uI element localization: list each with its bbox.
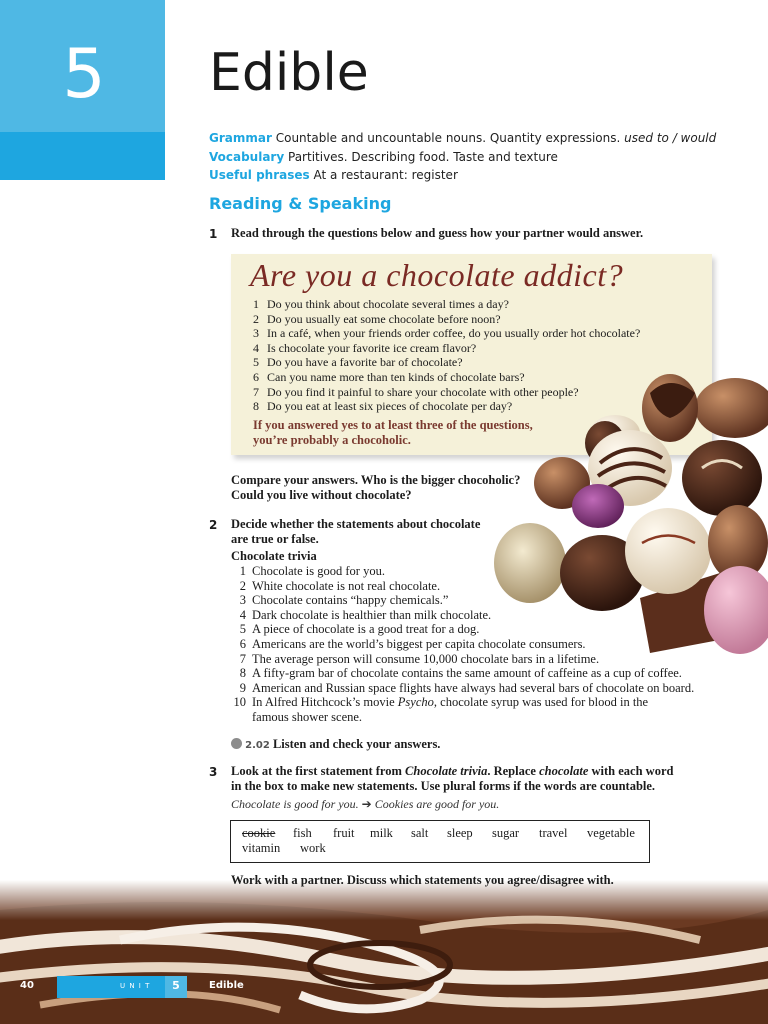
word-item: work (300, 841, 326, 855)
chocolate-piece (695, 378, 768, 438)
trivia-item (226, 593, 694, 608)
instruction-line: are true or false. (231, 532, 319, 546)
unit-number: 5 (62, 35, 106, 114)
vocabulary-key: Vocabulary (209, 150, 285, 164)
grammar-text: Countable and uncountable nouns. Quantity expressions. (275, 131, 621, 145)
example-sentence (231, 797, 499, 812)
example-original: Chocolate is good for you. (231, 797, 359, 811)
trivia-text: , chocolate syrup was used for blood in the (433, 695, 649, 710)
quiz-question (253, 326, 640, 341)
instruction-line (231, 764, 673, 779)
phrases-key: Useful phrases (209, 168, 310, 182)
trivia-number: 3 (239, 593, 246, 608)
purple-chocolate (572, 484, 624, 528)
trivia-number: 9 (239, 680, 246, 695)
question-number: 6 (253, 369, 259, 384)
word-item: vegetable (587, 826, 635, 840)
trivia-text: White chocolate is not real chocolate. (252, 578, 441, 593)
word-item: travel (539, 826, 568, 840)
question-number: 2 (253, 311, 259, 326)
unit-tab-band (0, 132, 165, 180)
trivia-item (226, 695, 694, 710)
instruction-line: Decide whether the statements about chocolate (231, 517, 481, 531)
question-number: 5 (253, 355, 259, 370)
arrow-icon: ➔ (361, 797, 372, 811)
trivia-text: Chocolate is good for you. (252, 564, 385, 578)
trivia-number: 10 (233, 695, 246, 710)
question-text: In a café, when your friends order coffee, do you usually order hot chocolate? (267, 326, 641, 341)
meta-phrases (209, 166, 458, 184)
compare-line: Could you live without chocolate? (231, 488, 412, 502)
section-heading: Reading & Speaking (209, 194, 392, 213)
question-text: Do you usually eat some chocolate before noon? (267, 311, 501, 326)
trivia-item (226, 564, 694, 579)
trivia-number: 1 (239, 564, 246, 578)
trivia-item (226, 622, 694, 637)
phrases-text: At a restaurant: register (313, 168, 458, 182)
exercise-1-number: 1 (209, 227, 218, 241)
trivia-text: Americans are the world’s biggest per capita chocolate consumers. (252, 636, 586, 651)
movie-title: Psycho (397, 695, 434, 710)
trivia-item (226, 637, 694, 652)
chocolate-piece (682, 440, 762, 516)
trivia-item (226, 608, 694, 623)
trivia-number: 8 (239, 666, 246, 681)
trivia-number: 7 (239, 651, 246, 666)
instruction-text: with each word (591, 764, 674, 778)
question-number: 3 (253, 326, 259, 341)
trivia-item (226, 666, 694, 681)
instruction-text: Look at the first statement from (231, 764, 402, 778)
audio-track: 2.02 (245, 740, 270, 751)
word-item: vitamin (242, 841, 281, 855)
partner-instruction: Work with a partner. Discuss which statements you agree/disagree with. (231, 873, 614, 887)
trivia-item (226, 652, 694, 667)
trivia-item-continued: famous shower scene. (252, 709, 363, 724)
trivia-text: American and Russian space flights have always had several bars of chocolate on board. (252, 680, 695, 695)
trivia-number: 5 (239, 622, 246, 637)
trivia-number: 6 (239, 636, 246, 651)
trivia-number: 4 (239, 607, 246, 622)
audio-line (231, 737, 440, 752)
word-item: salt (411, 826, 429, 840)
trivia-text: A fifty-gram bar of chocolate contains the same amount of caffeine as a cup of coffee. (252, 666, 682, 681)
page-title: Edible (209, 43, 369, 103)
exercise-2-number: 2 (209, 518, 218, 532)
instruction-italic: chocolate (539, 764, 589, 778)
chocolate-swirl-image (0, 880, 768, 1024)
trivia-item (226, 579, 694, 594)
footer-unit-number: 5 (172, 979, 180, 992)
question-text: Do you find it painful to share your chocolate with other people? (267, 384, 579, 399)
trivia-text: The average person will consume 10,000 chocolate bars in a lifetime. (252, 651, 600, 666)
footer-title: Edible (209, 980, 244, 991)
question-number: 8 (253, 399, 259, 414)
word-item: fruit (333, 826, 355, 840)
trivia-list (226, 564, 694, 725)
question-text: Can you name more than ten kinds of chocolate bars? (267, 369, 525, 384)
grammar-italic: used to / would (624, 131, 717, 145)
quiz-question (253, 341, 640, 356)
word-item: cookie (242, 826, 276, 840)
example-new: Cookies are good for you. (374, 797, 500, 811)
page-number: 40 (20, 980, 34, 991)
audio-instruction: Listen and check your answers. (272, 737, 441, 751)
footer-unit-label: U N I T (120, 982, 151, 990)
question-text: Do you think about chocolate several times a day? (267, 297, 509, 311)
trivia-text: A piece of chocolate is a good treat for a dog. (252, 622, 480, 637)
quiz-question (253, 297, 640, 312)
word-item: milk (370, 826, 393, 840)
trivia-text: In Alfred Hitchcock’s movie (252, 695, 395, 710)
compare-line: Compare your answers. Who is the bigger chocoholic? (231, 473, 521, 487)
trivia-subheading: Chocolate trivia (231, 549, 317, 563)
question-number: 1 (253, 297, 259, 311)
question-text: Is chocolate your favorite ice cream flavor? (267, 340, 477, 355)
trivia-text: Dark chocolate is healthier than milk chocolate. (252, 607, 492, 622)
exercise-2-instruction (231, 517, 480, 547)
word-box (230, 820, 650, 863)
trivia-text: Chocolate contains “happy chemicals.” (252, 593, 449, 608)
compare-text (231, 473, 520, 503)
audio-cd-icon[interactable] (231, 738, 242, 749)
trivia-number: 2 (239, 578, 246, 593)
vocabulary-text: Partitives. Describing food. Taste and texture (288, 150, 558, 164)
trivia-item (226, 681, 694, 696)
quiz-result-line: If you answered yes to at least three of the questions, (253, 418, 533, 432)
question-number: 4 (253, 340, 259, 355)
meta-vocabulary (209, 148, 558, 166)
word-item: sugar (492, 826, 520, 840)
exercise-1-instruction: Read through the questions below and guess how your partner would answer. (231, 226, 644, 240)
exercise-3-number: 3 (209, 765, 218, 779)
grammar-key: Grammar (209, 131, 272, 145)
word-item: fish (293, 826, 312, 840)
quiz-result-line: you’re probably a chocoholic. (253, 433, 411, 447)
instruction-text: . Replace (487, 764, 536, 778)
question-text: Do you have a favorite bar of chocolate? (267, 355, 463, 370)
question-text: Do you eat at least six pieces of chocolate per day? (267, 399, 513, 414)
exercise-3-instruction (231, 764, 673, 794)
word-item: sleep (447, 826, 473, 840)
instruction-italic: Chocolate trivia (405, 764, 488, 778)
meta-grammar (209, 129, 716, 147)
quiz-question (253, 312, 640, 327)
question-number: 7 (253, 384, 259, 399)
quiz-title: Are you a chocolate addict? (250, 257, 624, 293)
instruction-line: in the box to make new statements. Use plural forms if the words are countable. (231, 779, 656, 793)
